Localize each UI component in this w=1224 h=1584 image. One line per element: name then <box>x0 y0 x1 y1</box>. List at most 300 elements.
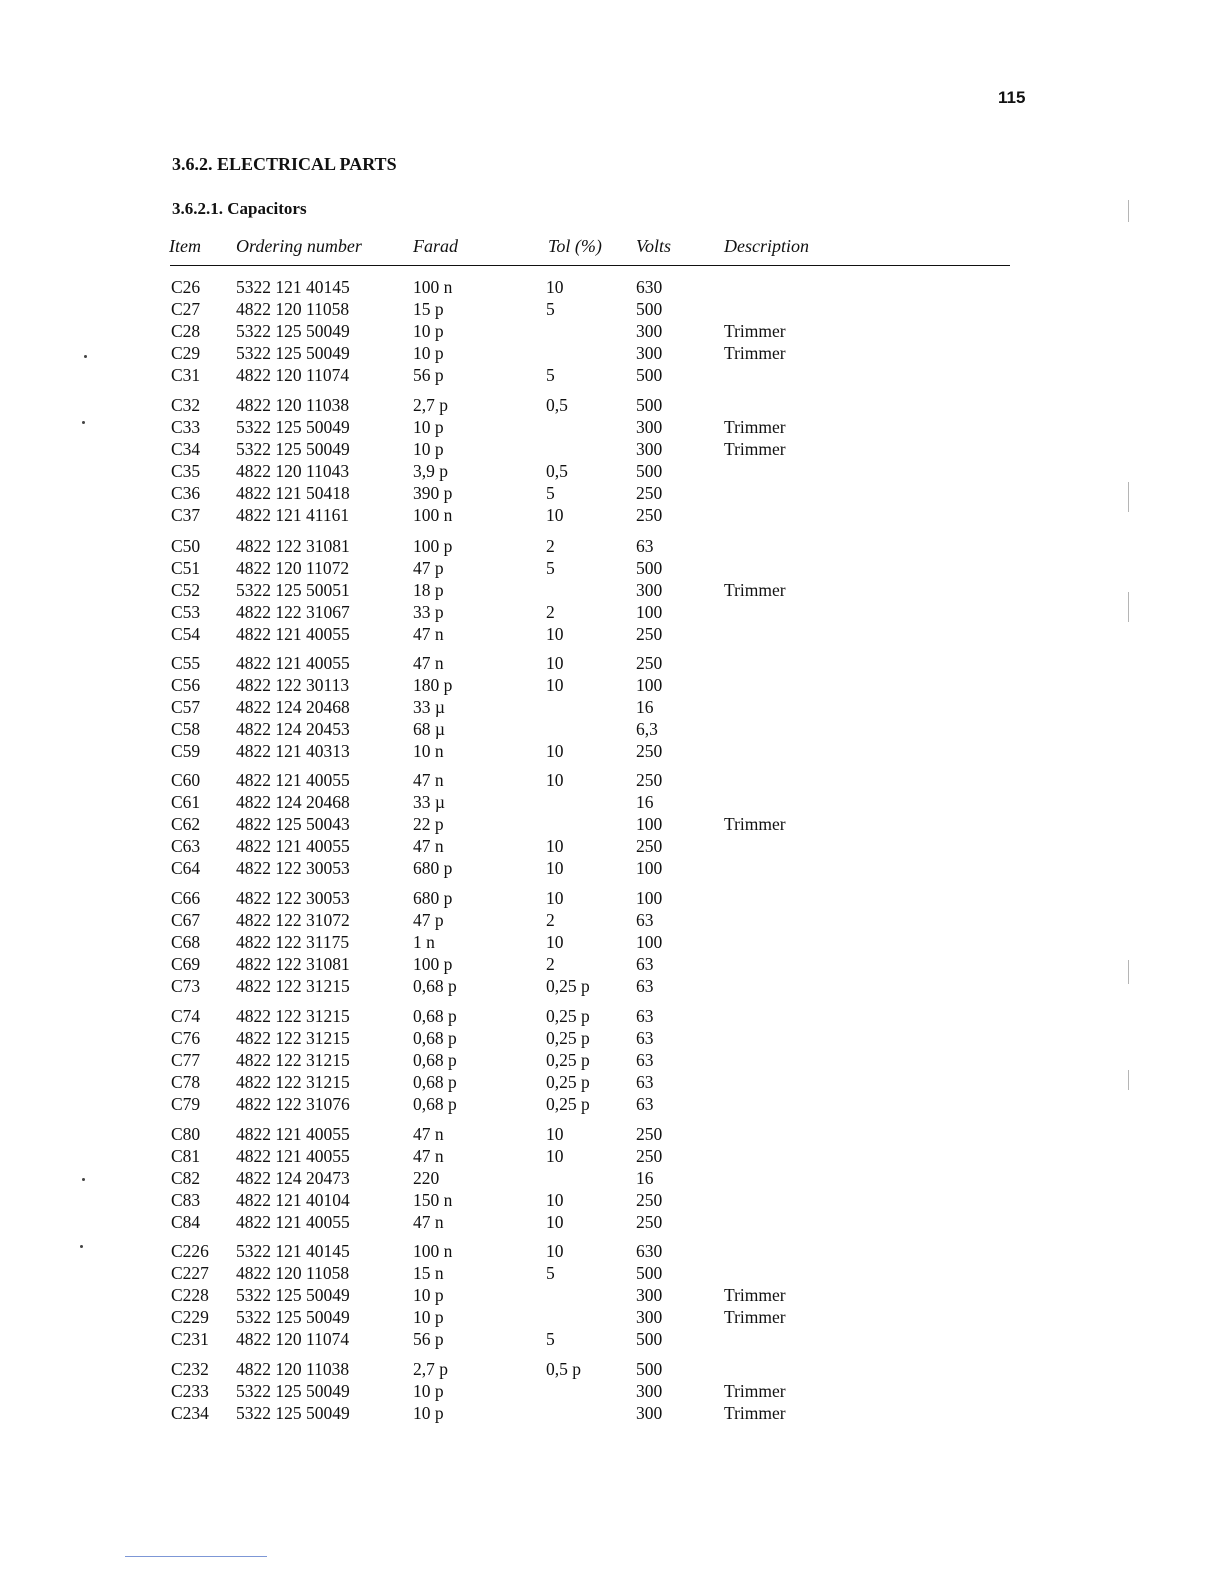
cell-volts: 500 <box>636 1329 663 1349</box>
cell-volts: 63 <box>636 1028 654 1048</box>
cell-item: C53 <box>171 602 201 622</box>
cell-volts: 630 <box>636 1241 663 1261</box>
cell-item: C58 <box>171 719 201 739</box>
table-row <box>0 1402 1224 1424</box>
cell-description: Trimmer <box>724 1403 786 1423</box>
cell-farad: 100 n <box>413 277 453 297</box>
cell-ordering-number: 4822 121 50418 <box>236 483 350 503</box>
cell-volts: 300 <box>636 1285 663 1305</box>
cell-description: Trimmer <box>724 439 786 459</box>
cell-item: C80 <box>171 1124 201 1144</box>
cell-farad: 47 n <box>413 1124 444 1144</box>
cell-tol: 0,5 p <box>546 1359 581 1379</box>
cell-volts: 500 <box>636 299 663 319</box>
cell-farad: 2,7 p <box>413 395 448 415</box>
cell-farad: 47 n <box>413 770 444 790</box>
cell-item: C33 <box>171 417 201 437</box>
table-row <box>0 557 1224 579</box>
cell-volts: 100 <box>636 932 663 952</box>
cell-farad: 220 <box>413 1168 440 1188</box>
table-row <box>0 718 1224 740</box>
cell-ordering-number: 4822 122 31175 <box>236 932 350 952</box>
cell-ordering-number: 4822 121 40055 <box>236 1212 350 1232</box>
cell-ordering-number: 4822 122 31215 <box>236 976 350 996</box>
cell-tol: 5 <box>546 483 555 503</box>
cell-volts: 63 <box>636 1094 654 1114</box>
cell-volts: 250 <box>636 836 663 856</box>
cell-volts: 100 <box>636 888 663 908</box>
cell-volts: 100 <box>636 814 663 834</box>
section-title: 3.6.2. ELECTRICAL PARTS <box>172 154 397 174</box>
cell-item: C50 <box>171 536 201 556</box>
cell-tol: 10 <box>546 624 564 644</box>
cell-volts: 63 <box>636 1072 654 1092</box>
cell-ordering-number: 4822 122 31067 <box>236 602 350 622</box>
cell-volts: 250 <box>636 1146 663 1166</box>
cell-volts: 300 <box>636 1381 663 1401</box>
cell-volts: 300 <box>636 1403 663 1423</box>
cell-farad: 100 p <box>413 954 453 974</box>
cell-tol: 0,5 <box>546 395 568 415</box>
cell-ordering-number: 4822 120 11072 <box>236 558 350 578</box>
cell-item: C233 <box>171 1381 209 1401</box>
table-row <box>0 769 1224 791</box>
table-row <box>0 1262 1224 1284</box>
table-row <box>0 696 1224 718</box>
cell-farad: 0,68 p <box>413 1028 457 1048</box>
cell-farad: 1 n <box>413 932 435 952</box>
cell-tol: 10 <box>546 741 564 761</box>
table-row <box>0 1167 1224 1189</box>
header-tol: Tol (%) <box>548 236 602 256</box>
cell-farad: 100 p <box>413 536 453 556</box>
cell-item: C32 <box>171 395 201 415</box>
cell-ordering-number: 4822 124 20473 <box>236 1168 350 1188</box>
cell-volts: 100 <box>636 602 663 622</box>
scan-speck <box>82 421 85 424</box>
cell-tol: 10 <box>546 675 564 695</box>
table-row <box>0 887 1224 909</box>
scan-speck <box>80 1245 83 1248</box>
cell-ordering-number: 4822 120 11058 <box>236 1263 350 1283</box>
cell-farad: 150 n <box>413 1190 453 1210</box>
cell-tol: 10 <box>546 770 564 790</box>
table-row <box>0 652 1224 674</box>
cell-farad: 33 µ <box>413 697 445 717</box>
cell-item: C61 <box>171 792 201 812</box>
cell-ordering-number: 5322 125 50049 <box>236 321 350 341</box>
cell-farad: 33 µ <box>413 792 445 812</box>
cell-volts: 300 <box>636 417 663 437</box>
table-row <box>0 835 1224 857</box>
cell-tol: 10 <box>546 505 564 525</box>
cell-tol: 2 <box>546 910 555 930</box>
cell-volts: 300 <box>636 343 663 363</box>
table-row <box>0 1284 1224 1306</box>
cell-tol: 10 <box>546 932 564 952</box>
scan-margin-mark <box>1128 960 1129 984</box>
cell-farad: 10 p <box>413 321 444 341</box>
cell-volts: 250 <box>636 770 663 790</box>
table-row <box>0 460 1224 482</box>
table-row <box>0 1027 1224 1049</box>
cell-tol: 2 <box>546 954 555 974</box>
cell-item: C52 <box>171 580 201 600</box>
cell-item: C234 <box>171 1403 209 1423</box>
cell-ordering-number: 4822 121 40313 <box>236 741 350 761</box>
table-row <box>0 1145 1224 1167</box>
cell-item: C83 <box>171 1190 201 1210</box>
cell-ordering-number: 4822 125 50043 <box>236 814 350 834</box>
table-row <box>0 535 1224 557</box>
header-rule <box>170 265 1010 266</box>
table-row <box>0 504 1224 526</box>
cell-tol: 0,25 p <box>546 1094 590 1114</box>
cell-ordering-number: 5322 121 40145 <box>236 277 350 297</box>
cell-tol: 10 <box>546 1124 564 1144</box>
cell-farad: 47 p <box>413 910 444 930</box>
table-row <box>0 953 1224 975</box>
cell-ordering-number: 4822 122 31215 <box>236 1028 350 1048</box>
cell-farad: 10 n <box>413 741 444 761</box>
cell-farad: 47 n <box>413 653 444 673</box>
cell-item: C37 <box>171 505 201 525</box>
cell-volts: 500 <box>636 558 663 578</box>
cell-volts: 630 <box>636 277 663 297</box>
table-row <box>0 298 1224 320</box>
table-row <box>0 1240 1224 1262</box>
table-row <box>0 909 1224 931</box>
cell-farad: 10 p <box>413 439 444 459</box>
cell-item: C55 <box>171 653 201 673</box>
cell-item: C57 <box>171 697 201 717</box>
table-row <box>0 1093 1224 1115</box>
cell-ordering-number: 4822 122 31215 <box>236 1072 350 1092</box>
cell-tol: 2 <box>546 602 555 622</box>
cell-farad: 47 n <box>413 624 444 644</box>
cell-volts: 6,3 <box>636 719 658 739</box>
table-row <box>0 674 1224 696</box>
cell-description: Trimmer <box>724 580 786 600</box>
cell-item: C28 <box>171 321 201 341</box>
header-description: Description <box>724 236 809 256</box>
cell-item: C59 <box>171 741 201 761</box>
cell-volts: 500 <box>636 1263 663 1283</box>
cell-tol: 10 <box>546 888 564 908</box>
cell-ordering-number: 4822 121 40055 <box>236 836 350 856</box>
cell-farad: 47 n <box>413 836 444 856</box>
table-row <box>0 791 1224 813</box>
cell-volts: 250 <box>636 1212 663 1232</box>
cell-item: C35 <box>171 461 201 481</box>
table-row <box>0 1005 1224 1027</box>
table-row <box>0 416 1224 438</box>
cell-farad: 56 p <box>413 365 444 385</box>
cell-item: C31 <box>171 365 201 385</box>
cell-volts: 500 <box>636 365 663 385</box>
cell-farad: 100 n <box>413 1241 453 1261</box>
cell-ordering-number: 4822 122 31215 <box>236 1006 350 1026</box>
table-row <box>0 320 1224 342</box>
cell-item: C228 <box>171 1285 209 1305</box>
scan-speck <box>84 355 87 358</box>
cell-farad: 2,7 p <box>413 1359 448 1379</box>
table-row <box>0 482 1224 504</box>
cell-volts: 300 <box>636 580 663 600</box>
cell-item: C63 <box>171 836 201 856</box>
table-row <box>0 1123 1224 1145</box>
cell-item: C67 <box>171 910 201 930</box>
cell-ordering-number: 4822 122 31076 <box>236 1094 350 1114</box>
cell-tol: 2 <box>546 536 555 556</box>
table-row <box>0 1211 1224 1233</box>
cell-ordering-number: 4822 122 30053 <box>236 858 350 878</box>
cell-ordering-number: 4822 122 31081 <box>236 536 350 556</box>
cell-item: C66 <box>171 888 201 908</box>
cell-farad: 180 p <box>413 675 453 695</box>
cell-farad: 10 p <box>413 1403 444 1423</box>
cell-volts: 250 <box>636 1124 663 1144</box>
cell-farad: 100 n <box>413 505 453 525</box>
cell-farad: 56 p <box>413 1329 444 1349</box>
cell-tol: 0,25 p <box>546 1006 590 1026</box>
cell-tol: 5 <box>546 1263 555 1283</box>
cell-farad: 47 n <box>413 1212 444 1232</box>
table-row <box>0 857 1224 879</box>
cell-tol: 10 <box>546 1146 564 1166</box>
cell-volts: 63 <box>636 976 654 996</box>
table-row <box>0 438 1224 460</box>
cell-volts: 300 <box>636 321 663 341</box>
scan-margin-mark <box>1128 1070 1129 1090</box>
scan-edge-line <box>125 1556 267 1557</box>
cell-item: C78 <box>171 1072 201 1092</box>
cell-farad: 10 p <box>413 343 444 363</box>
cell-item: C56 <box>171 675 201 695</box>
table-row <box>0 364 1224 386</box>
cell-tol: 5 <box>546 558 555 578</box>
table-row <box>0 931 1224 953</box>
table-row <box>0 1306 1224 1328</box>
cell-ordering-number: 5322 125 50049 <box>236 343 350 363</box>
cell-description: Trimmer <box>724 1307 786 1327</box>
cell-tol: 0,25 p <box>546 976 590 996</box>
cell-ordering-number: 4822 122 30113 <box>236 675 350 695</box>
cell-item: C76 <box>171 1028 201 1048</box>
cell-item: C64 <box>171 858 201 878</box>
cell-farad: 0,68 p <box>413 1006 457 1026</box>
header-farad: Farad <box>413 236 458 256</box>
cell-farad: 22 p <box>413 814 444 834</box>
cell-item: C232 <box>171 1359 209 1379</box>
scan-margin-mark <box>1128 592 1129 622</box>
cell-description: Trimmer <box>724 417 786 437</box>
cell-ordering-number: 4822 122 31215 <box>236 1050 350 1070</box>
cell-farad: 0,68 p <box>413 976 457 996</box>
cell-item: C68 <box>171 932 201 952</box>
cell-ordering-number: 5322 125 50049 <box>236 417 350 437</box>
cell-ordering-number: 4822 120 11074 <box>236 1329 350 1349</box>
cell-item: C60 <box>171 770 201 790</box>
table-row <box>0 394 1224 416</box>
cell-volts: 100 <box>636 858 663 878</box>
cell-ordering-number: 4822 120 11038 <box>236 395 350 415</box>
scan-speck <box>82 1178 85 1181</box>
cell-item: C231 <box>171 1329 209 1349</box>
cell-item: C77 <box>171 1050 201 1070</box>
cell-ordering-number: 5322 125 50049 <box>236 1403 350 1423</box>
cell-item: C79 <box>171 1094 201 1114</box>
table-row <box>0 1189 1224 1211</box>
table-row <box>0 740 1224 762</box>
cell-item: C229 <box>171 1307 209 1327</box>
cell-volts: 16 <box>636 697 654 717</box>
cell-ordering-number: 4822 121 40055 <box>236 770 350 790</box>
cell-farad: 10 p <box>413 417 444 437</box>
cell-ordering-number: 5322 125 50049 <box>236 1307 350 1327</box>
cell-item: C226 <box>171 1241 209 1261</box>
table-row <box>0 1328 1224 1350</box>
cell-farad: 10 p <box>413 1307 444 1327</box>
cell-farad: 0,68 p <box>413 1094 457 1114</box>
cell-volts: 500 <box>636 1359 663 1379</box>
cell-farad: 33 p <box>413 602 444 622</box>
cell-item: C29 <box>171 343 201 363</box>
header-ordering-number: Ordering number <box>236 236 362 256</box>
cell-ordering-number: 4822 120 11074 <box>236 365 350 385</box>
cell-ordering-number: 4822 121 40104 <box>236 1190 350 1210</box>
header-volts: Volts <box>636 236 672 256</box>
cell-item: C36 <box>171 483 201 503</box>
cell-ordering-number: 4822 120 11058 <box>236 299 350 319</box>
cell-ordering-number: 4822 122 30053 <box>236 888 350 908</box>
cell-volts: 63 <box>636 910 654 930</box>
table-row <box>0 1049 1224 1071</box>
cell-farad: 0,68 p <box>413 1072 457 1092</box>
cell-ordering-number: 4822 124 20468 <box>236 792 350 812</box>
cell-description: Trimmer <box>724 814 786 834</box>
cell-item: C82 <box>171 1168 201 1188</box>
cell-farad: 15 p <box>413 299 444 319</box>
cell-description: Trimmer <box>724 1285 786 1305</box>
cell-farad: 47 p <box>413 558 444 578</box>
page-number: 115 <box>998 88 1026 107</box>
cell-farad: 68 µ <box>413 719 445 739</box>
cell-volts: 63 <box>636 1006 654 1026</box>
cell-ordering-number: 4822 121 40055 <box>236 624 350 644</box>
cell-ordering-number: 4822 121 40055 <box>236 653 350 673</box>
table-row <box>0 1380 1224 1402</box>
scan-margin-mark <box>1128 482 1129 512</box>
cell-ordering-number: 4822 124 20453 <box>236 719 350 739</box>
cell-tol: 10 <box>546 1190 564 1210</box>
cell-item: C34 <box>171 439 201 459</box>
table-row <box>0 342 1224 364</box>
cell-item: C74 <box>171 1006 201 1026</box>
cell-volts: 500 <box>636 461 663 481</box>
cell-volts: 300 <box>636 439 663 459</box>
cell-farad: 3,9 p <box>413 461 448 481</box>
cell-item: C227 <box>171 1263 209 1283</box>
cell-volts: 250 <box>636 483 663 503</box>
table-header <box>0 236 1224 260</box>
cell-tol: 10 <box>546 836 564 856</box>
cell-ordering-number: 4822 121 40055 <box>236 1124 350 1144</box>
table-row <box>0 1071 1224 1093</box>
cell-tol: 10 <box>546 858 564 878</box>
cell-farad: 10 p <box>413 1285 444 1305</box>
cell-volts: 63 <box>636 954 654 974</box>
cell-ordering-number: 4822 121 41161 <box>236 505 350 525</box>
cell-item: C27 <box>171 299 201 319</box>
cell-description: Trimmer <box>724 321 786 341</box>
cell-tol: 0,25 p <box>546 1050 590 1070</box>
cell-volts: 300 <box>636 1307 663 1327</box>
cell-ordering-number: 5322 125 50049 <box>236 1285 350 1305</box>
cell-item: C62 <box>171 814 201 834</box>
table-row <box>0 813 1224 835</box>
cell-farad: 680 p <box>413 858 453 878</box>
cell-tol: 0,25 p <box>546 1028 590 1048</box>
table-row <box>0 623 1224 645</box>
table-row <box>0 276 1224 298</box>
cell-item: C81 <box>171 1146 201 1166</box>
cell-description: Trimmer <box>724 343 786 363</box>
cell-item: C51 <box>171 558 201 578</box>
cell-volts: 250 <box>636 653 663 673</box>
cell-ordering-number: 5322 125 50051 <box>236 580 350 600</box>
subsection-title: 3.6.2.1. Capacitors <box>172 199 307 218</box>
cell-tol: 5 <box>546 1329 555 1349</box>
cell-farad: 390 p <box>413 483 453 503</box>
cell-item: C26 <box>171 277 201 297</box>
table-row <box>0 601 1224 623</box>
cell-volts: 250 <box>636 505 663 525</box>
cell-tol: 10 <box>546 1241 564 1261</box>
cell-description: Trimmer <box>724 1381 786 1401</box>
cell-volts: 63 <box>636 1050 654 1070</box>
header-item: Item <box>169 236 201 256</box>
cell-ordering-number: 4822 120 11043 <box>236 461 350 481</box>
cell-item: C84 <box>171 1212 201 1232</box>
cell-volts: 100 <box>636 675 663 695</box>
table-row <box>0 1358 1224 1380</box>
cell-volts: 63 <box>636 536 654 556</box>
cell-farad: 15 n <box>413 1263 444 1283</box>
cell-volts: 250 <box>636 741 663 761</box>
cell-tol: 0,25 p <box>546 1072 590 1092</box>
cell-item: C73 <box>171 976 201 996</box>
cell-tol: 10 <box>546 277 564 297</box>
cell-ordering-number: 4822 121 40055 <box>236 1146 350 1166</box>
scan-margin-mark <box>1128 200 1129 222</box>
cell-farad: 47 n <box>413 1146 444 1166</box>
cell-tol: 10 <box>546 653 564 673</box>
cell-item: C54 <box>171 624 201 644</box>
cell-ordering-number: 5322 121 40145 <box>236 1241 350 1261</box>
cell-tol: 5 <box>546 299 555 319</box>
cell-tol: 10 <box>546 1212 564 1232</box>
table-row <box>0 579 1224 601</box>
cell-volts: 250 <box>636 1190 663 1210</box>
cell-ordering-number: 4822 122 31072 <box>236 910 350 930</box>
cell-ordering-number: 5322 125 50049 <box>236 1381 350 1401</box>
cell-ordering-number: 4822 120 11038 <box>236 1359 350 1379</box>
cell-tol: 5 <box>546 365 555 385</box>
cell-farad: 10 p <box>413 1381 444 1401</box>
cell-ordering-number: 5322 125 50049 <box>236 439 350 459</box>
cell-volts: 500 <box>636 395 663 415</box>
